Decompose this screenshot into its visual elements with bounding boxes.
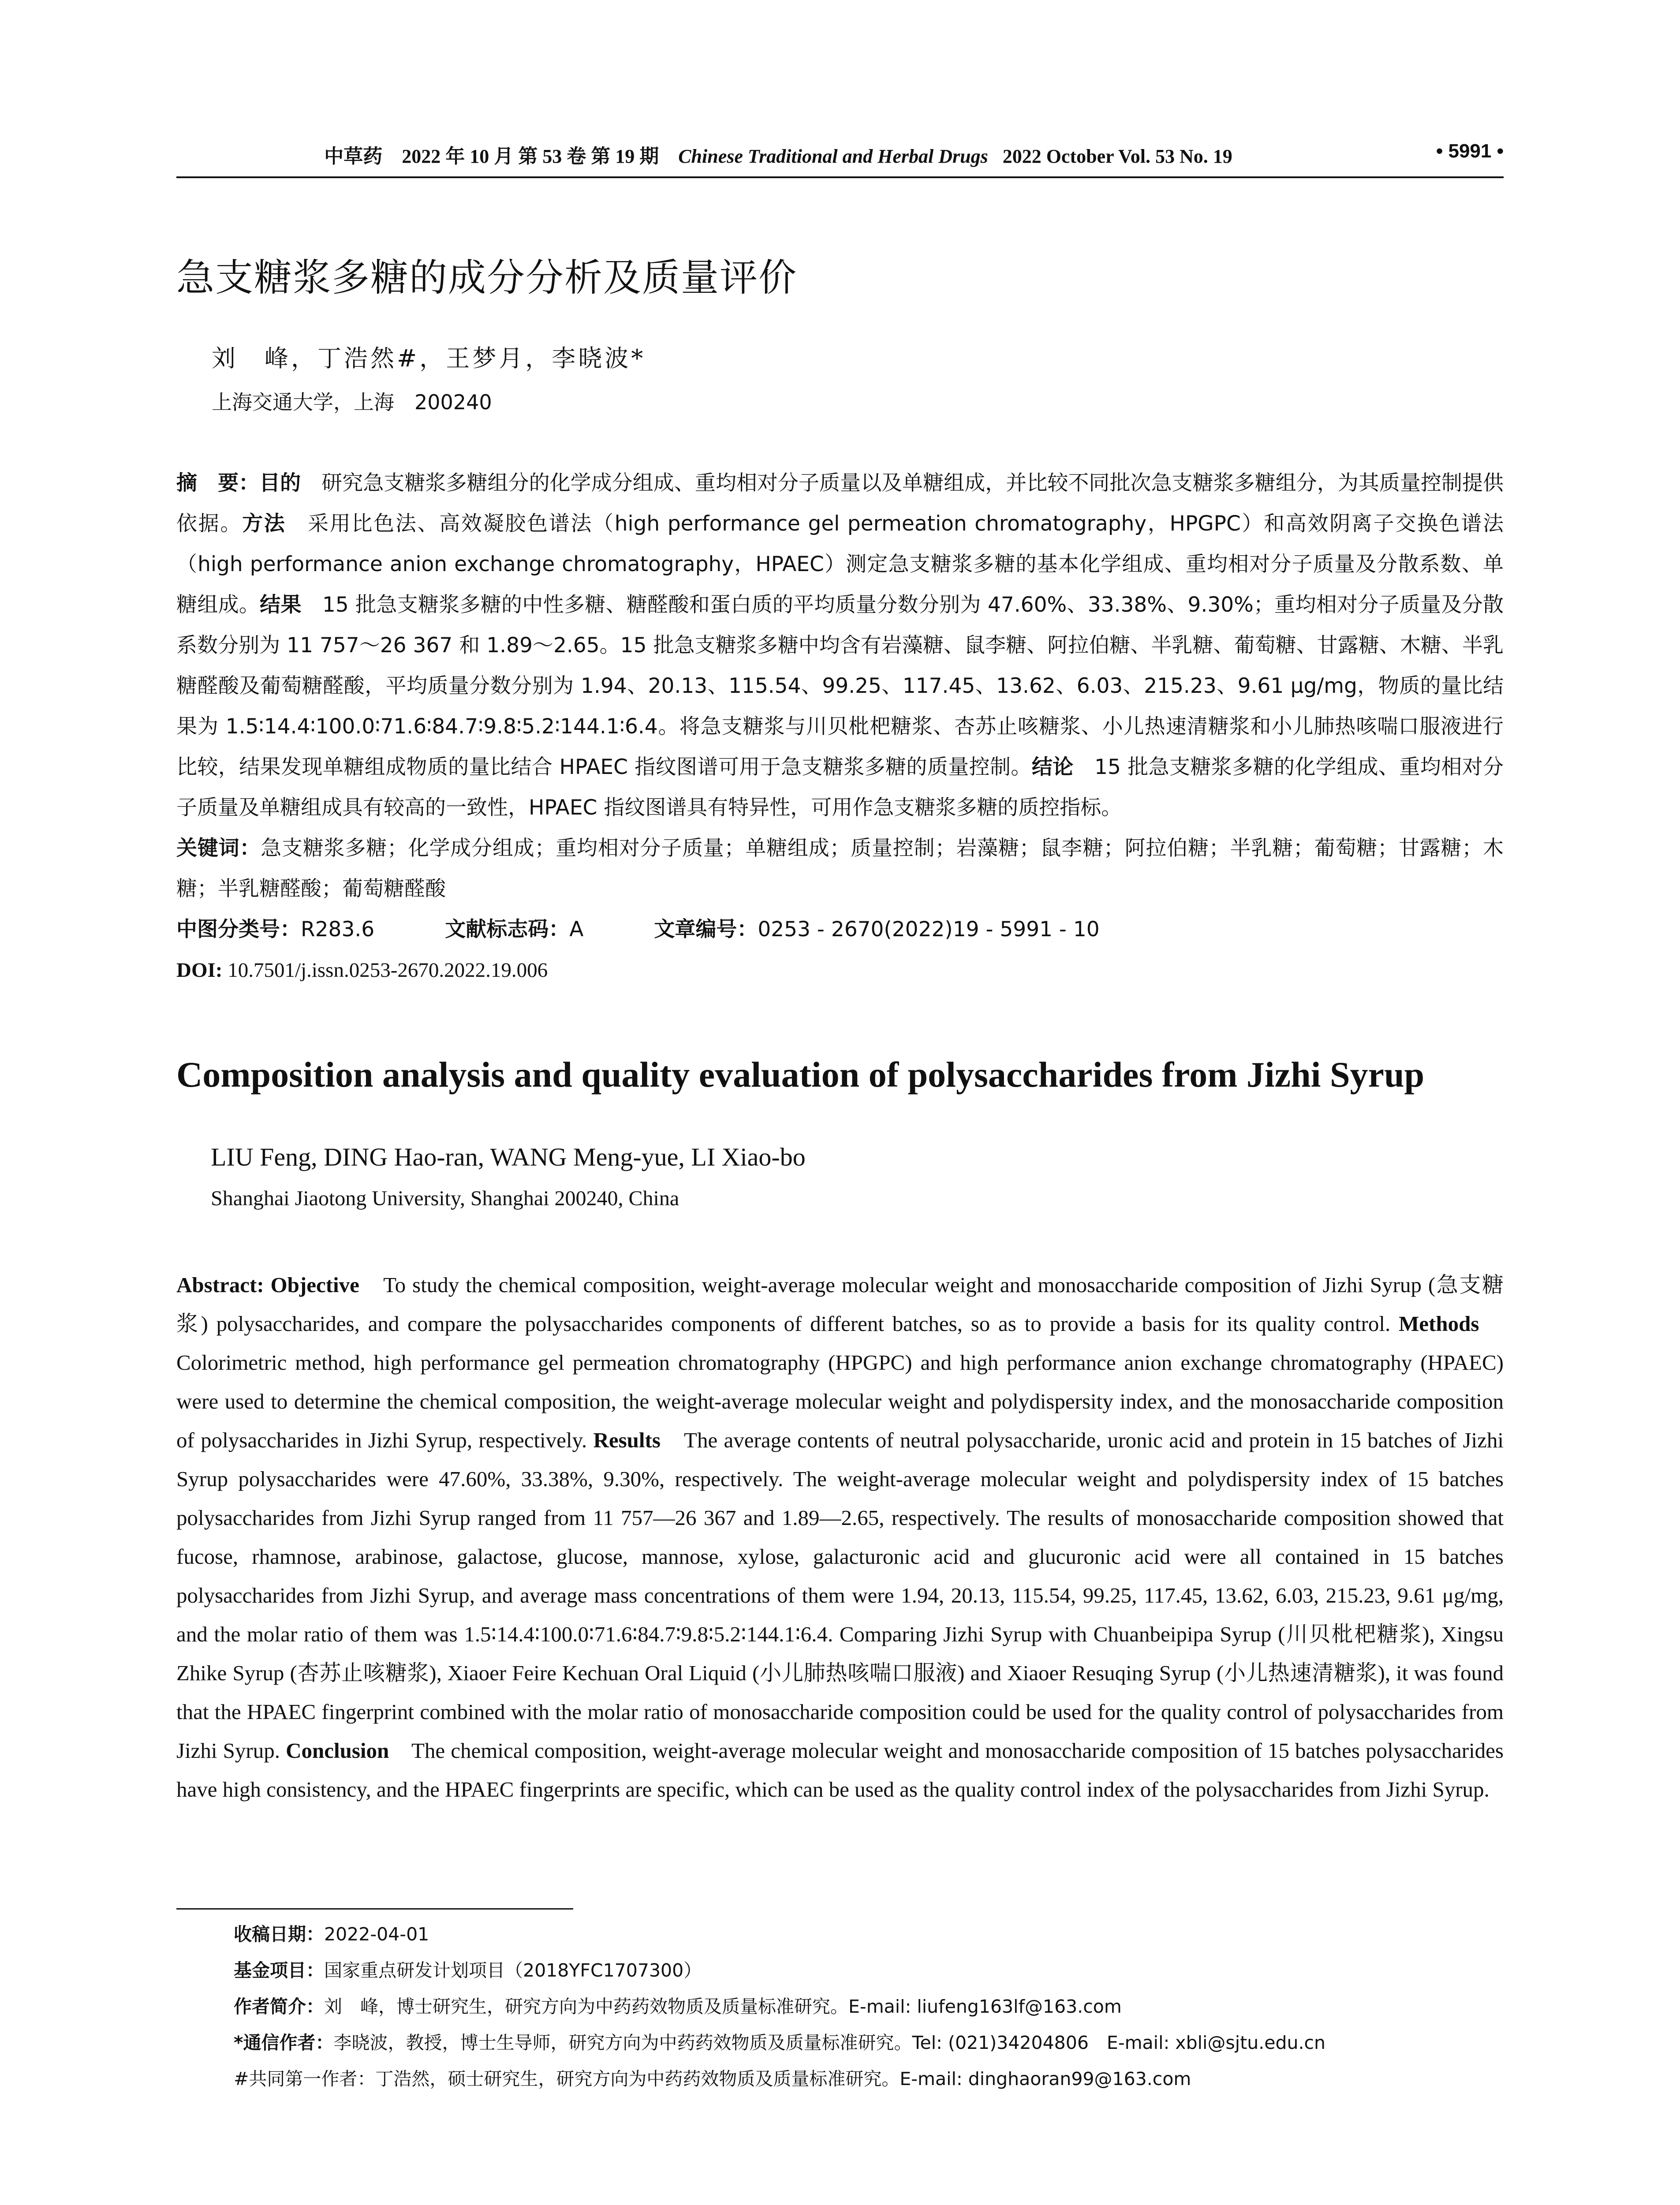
results-label-en: Results	[593, 1428, 661, 1452]
fund-value: 国家重点研发计划项目（2018YFC1707300）	[324, 1960, 702, 1981]
title-en: Composition analysis and quality evaluation of polysaccharides from Jizhi Syrup	[176, 1054, 1425, 1095]
abstract-cn-block	[176, 463, 1504, 990]
methods-label-cn: 方法	[242, 512, 286, 536]
affiliation-cn: 上海交通大学，上海 200240	[212, 390, 492, 414]
footnotes	[234, 1916, 1504, 2097]
journal-name-cn: 中草药	[324, 145, 383, 168]
objective-label-cn: 目的	[259, 471, 301, 495]
results-label-cn: 结果	[260, 593, 302, 617]
article-no-value: 0253 - 2670(2022)19 - 5991 - 10	[758, 917, 1100, 942]
abstract-cn	[176, 463, 1504, 828]
author-bio-label: 作者简介：	[234, 1996, 324, 2017]
authors-cn: 刘 峰，丁浩然#，王梦月，李晓波*	[212, 344, 646, 372]
abstract-label-cn: 摘 要：	[176, 471, 260, 495]
running-header	[176, 140, 1504, 167]
conclusion-label-en: Conclusion	[286, 1738, 389, 1763]
corresponding-label: *通信作者：	[234, 2032, 334, 2053]
clc-label: 中图分类号：	[176, 917, 301, 942]
doi-line	[176, 950, 1504, 990]
cofirst-label: #共同第一作者：	[234, 2068, 376, 2089]
methods-text-cn: 采用比色法、高效凝胶色谱法（high performance gel permeation chromatography，HPGPC）和高效阴离子交换色谱法（high performance anion exchange chromatography，HPAEC）测定急支糖浆多糖的基本化学组成、重均相对分子质量及分散系数、单糖组成。	[176, 512, 1504, 617]
page-number: • 5991 •	[1436, 140, 1504, 162]
footnote-received	[234, 1916, 1504, 1952]
received-label: 收稿日期：	[234, 1924, 324, 1945]
keywords-text-cn: 急支糖浆多糖；化学成分组成；重均相对分子质量；单糖组成；质量控制；岩藻糖；鼠李糖；阿拉伯糖；半乳糖；葡萄糖；甘露糖；木糖；半乳糖醛酸；葡萄糖醛酸	[176, 836, 1504, 901]
conclusion-text-en: The chemical composition, weight-average molecular weight and monosaccharide composition of 15 batches polysaccharides have high consistency, and the HPAEC fingerprints are specific, which can be used as the quality control index of the polysaccharides from Jizhi Syrup.	[176, 1738, 1504, 1801]
header-rule	[176, 176, 1504, 178]
footnote-rule	[176, 1908, 573, 1910]
article-no-label: 文章编号：	[654, 917, 758, 942]
footnote-author	[234, 1988, 1504, 2025]
authors-en: LIU Feng, DING Hao-ran, WANG Meng-yue, LI Xiao-bo	[211, 1143, 806, 1171]
doc-code-label: 文献标志码：	[445, 917, 570, 942]
author-bio-value: 刘 峰，博士研究生，研究方向为中药药效物质及质量标准研究。E-mail: liufeng163lf@163.com	[324, 1996, 1122, 2017]
classification-line	[176, 909, 1504, 950]
footnote-corresponding	[234, 2025, 1504, 2061]
clc-value: R283.6	[301, 917, 375, 942]
keywords-label-cn: 关键词：	[176, 836, 261, 860]
methods-label-en: Methods	[1399, 1312, 1479, 1336]
fund-label: 基金项目：	[234, 1960, 324, 1981]
issue-info-en: 2022 October Vol. 53 No. 19	[1002, 146, 1232, 167]
doi-label: DOI:	[176, 959, 223, 982]
title-cn: 急支糖浆多糖的成分分析及质量评价	[176, 256, 797, 300]
results-text-cn: 15 批急支糖浆多糖的中性多糖、糖醛酸和蛋白质的平均质量分数分别为 47.60%、33.38%、9.30%；重均相对分子质量及分散系数分别为 11 757～26 367 和 1.89～2.65。15 批急支糖浆多糖中均含有岩藻糖、鼠李糖、阿拉伯糖、半乳糖、葡萄糖、甘露糖、木糖、半乳糖醛酸及葡萄糖醛酸，平均质量分数分别为 1.94、20.13、115.54、99.25、117.45、13.62、6.03、215.23、9.61 μg/mg，物质的量比结果为 1.5∶14.4∶100.0∶71.6∶84.7∶9.8∶5.2∶144.1∶6.4。将急支糖浆与川贝枇杷糖浆、杏苏止咳糖浆、小儿热速清糖浆和小儿肺热咳喘口服液进行比较，结果发现单糖组成物质的量比结合 HPAEC 指纹图谱可用于急支糖浆多糖的质量控制。	[176, 593, 1504, 779]
conclusion-label-cn: 结论	[1031, 755, 1074, 779]
objective-text-cn: 研究急支糖浆多糖组分的化学成分组成、重均相对分子质量以及单糖组成，并比较不同批次急支糖浆多糖组分，为其质量控制提供依据。	[176, 471, 1504, 536]
doc-code-value: A	[569, 917, 584, 942]
cofirst-value: 丁浩然，硕士研究生，研究方向为中药药效物质及质量标准研究。E-mail: dinghaoran99@163.com	[375, 2068, 1191, 2089]
results-text-en: The average contents of neutral polysaccharide, uronic acid and protein in 15 batches of Jizhi Syrup polysaccharides were 47.60%, 33.38%, 9.30%, respectively. The weight-average molecular weight and polydispersity index of 15 batches polysaccharides from Jizhi Syrup ranged from 11 757—26 367 and 1.89—2.65, respectively. The results of monosaccharide composition showed that fucose, rhamnose, arabinose, galactose, glucose, mannose, xylose, galacturonic acid and glucuronic acid were all contained in 15 batches polysaccharides from Jizhi Syrup, and average mass concentrations of them were 1.94, 20.13, 115.54, 99.25, 117.45, 13.62, 6.03, 215.23, 9.61 μg/mg, and the molar ratio of them was 1.5∶14.4∶100.0∶71.6∶84.7∶9.8∶5.2∶144.1∶6.4. Comparing Jizhi Syrup with Chuanbeipipa Syrup (川贝枇杷糖浆), Xingsu Zhike Syrup (杏苏止咳糖浆), Xiaoer Feire Kechuan Oral Liquid (小儿肺热咳喘口服液) and Xiaoer Resuqing Syrup (小儿热速清糖浆), it was found that the HPAEC fingerprint combined with the molar ratio of monosaccharide composition could be used for the quality control of polysaccharides from Jizhi Syrup.	[176, 1428, 1504, 1763]
received-value: 2022-04-01	[324, 1924, 429, 1945]
abstract-objective-label-en: Abstract: Objective	[176, 1273, 359, 1297]
methods-text-en: Colorimetric method, high performance gel permeation chromatography (HPGPC) and high performance anion exchange chromatography (HPAEC) were used to determine the chemical composition, the weight-average molecular weight and polydispersity index, and the monosaccharide composition of polysaccharides in Jizhi Syrup, respectively.	[176, 1312, 1504, 1452]
footnote-fund	[234, 1952, 1504, 1988]
keywords-cn	[176, 828, 1504, 909]
footnote-cofirst	[234, 2061, 1504, 2097]
abstract-en	[176, 1266, 1504, 1809]
journal-name-en: Chinese Traditional and Herbal Drugs	[678, 146, 988, 167]
issue-info-cn: 2022 年 10 月 第 53 卷 第 19 期	[402, 146, 659, 167]
conclusion-text-cn: 15 批急支糖浆多糖的化学组成、重均相对分子质量及单糖组成具有较高的一致性，HPAEC 指纹图谱具有特异性，可用作急支糖浆多糖的质控指标。	[176, 755, 1504, 820]
running-header-text	[176, 140, 1380, 168]
affiliation-en: Shanghai Jiaotong University, Shanghai 200240, China	[211, 1187, 679, 1210]
objective-text-en: To study the chemical composition, weight-average molecular weight and monosaccharide composition of Jizhi Syrup (急支糖浆) polysaccharides, and compare the polysaccharides components of different batches, so as to provide a basis for its quality control.	[176, 1273, 1504, 1336]
doi-value[interactable]: 10.7501/j.issn.0253-2670.2022.19.006	[222, 959, 548, 982]
corresponding-value: 李晓波，教授，博士生导师，研究方向为中药药效物质及质量标准研究。Tel: (021)34204806 E-mail: xbli@sjtu.edu.cn	[333, 2032, 1326, 2053]
